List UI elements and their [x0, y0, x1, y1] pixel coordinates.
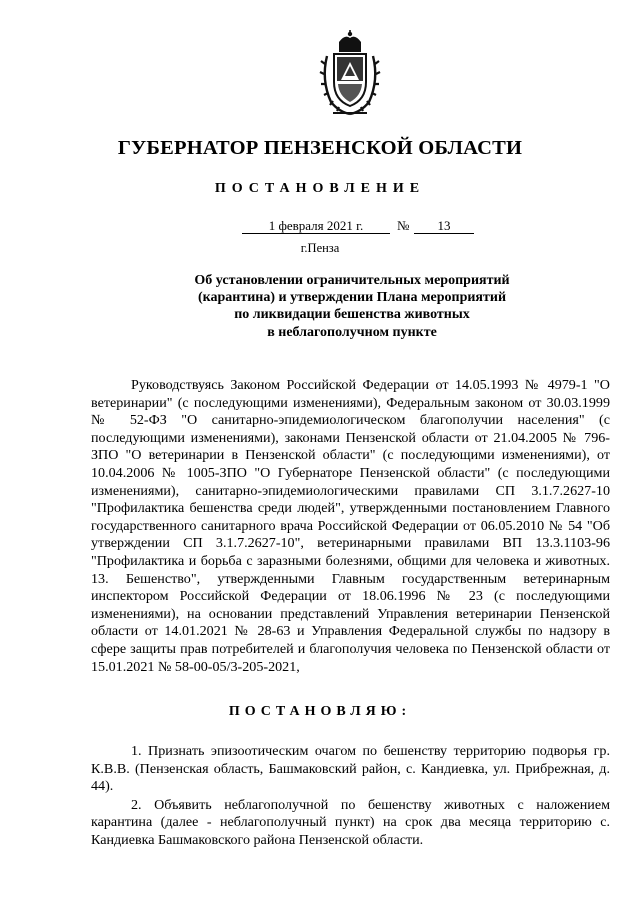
decree-heading: ПОСТАНОВЛЯЮ: [228, 704, 412, 719]
decree-items [91, 743, 610, 851]
document-number: 13 [414, 218, 474, 234]
decree-item: 2. Объявить неблагополучной по бешенству животных с наложением карантина (далее - неблагополучный пункт) на срок два месяца территорию с. Кандиевка Башмаковского района Пензенской области. [91, 796, 610, 848]
penza-coat-of-arms-icon [319, 30, 381, 116]
organization-heading: ГУБЕРНАТОР ПЕНЗЕНСКОЙ ОБЛАСТИ [117, 137, 523, 159]
title-line: Об установлении ограничительных мероприятий [194, 273, 510, 288]
document-type-heading: ПОСТАНОВЛЕНИЕ [214, 181, 426, 196]
title-line: в неблагополучном пункте [267, 324, 437, 340]
document-title [140, 272, 564, 341]
number-label: № [397, 218, 410, 233]
city-label: г.Пенза [300, 241, 340, 255]
preamble-text: Руководствуясь Законом Российской Федерации от 14.05.1993 № 4979-1 "О ветеринарии" (с последующими изменениями), Федеральным законом от 30.03.1999 № 52-ФЗ "О санитарно-эпидемиологическом благополучии населения" (с последующими изменениями), законами Пензенской области от 21.04.2005 № 796-ЗПО "О ветеринарии в Пензенской области" (с последующими изменениями), от 10.04.2006 № 1005-ЗПО "О Губернаторе Пензенской области" (с последующими изменениями), санитарно-эпидемиологическими правилами СП 3.1.7.2627-10 "Профилактика бешенства среди людей", утвержденными постановлением Главного государственного санитарного врача Российской Федерации от 06.05.2010 № 54 "Об утверждении СП 3.1.7.2627-10", ветеринарными правилами ВП 13.3.1103-96 "Профилактика и борьба с заразными болезнями, общими для человека и животных. 13. Бешенство", утвержденными Главным государственным ветеринарным инспектором Российской Федерации от 18.06.1996 № 23 (с последующими изменениями), на основании представлений Управления ветеринарии Пензенской области от 14.01.2021 № 28-63 и Управления Федеральной службы по надзору в сфере защиты прав потребителей и благополучия человека по Пензенской области от 15.01.2021 № 58-00-05/3-205-2021, [91, 377, 610, 675]
title-line: (карантина) и утверждении Плана мероприятий [197, 290, 507, 306]
document-date: 1 февраля 2021 г. [242, 218, 390, 234]
title-line: по ликвидации бешенства животных [234, 307, 470, 323]
decree-item: 1. Признать эпизоотическим очагом по бешенству территорию подворья гр. К.В.В. (Пензенская область, Башмаковский район, с. Кандиевка, ул. Прибрежная, д. 44). [91, 743, 610, 795]
preamble-block [91, 377, 610, 676]
